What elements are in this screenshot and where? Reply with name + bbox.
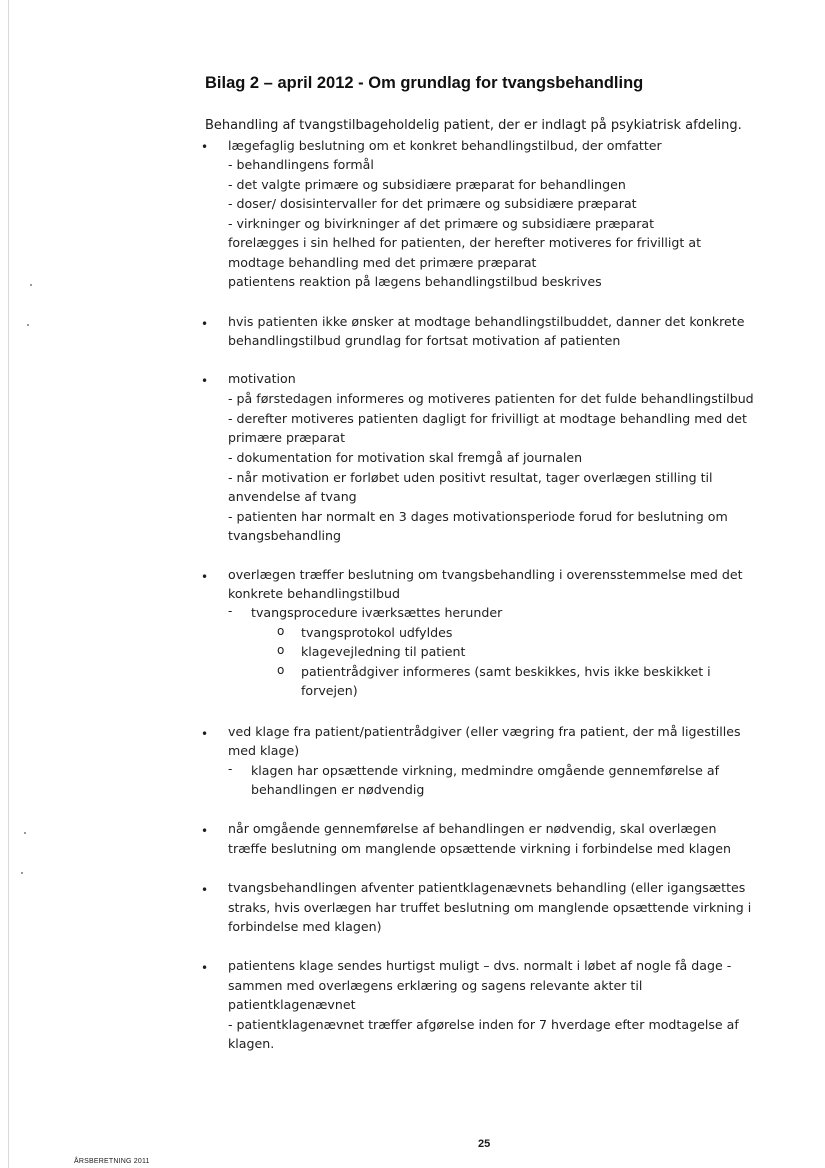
scan-speck — [30, 284, 32, 286]
section-7-line-2: straks, hvis overlægen har truffet beslutning om manglende opsættende virkning i — [228, 900, 752, 915]
bullet-icon: • — [201, 140, 209, 154]
intro-text: Behandling af tvangstilbageholdelig patient, der er indlagt på psykiatrisk afdeling. — [205, 118, 742, 133]
section-3-line-8: - patienten har normalt en 3 dages motivationsperiode forud for beslutning om — [228, 509, 728, 524]
scan-speck — [21, 872, 23, 874]
section-4-line-2: konkrete behandlingstilbud — [228, 586, 401, 601]
page-title: Bilag 2 – april 2012 - Om grundlag for tvangsbehandling — [205, 74, 644, 92]
section-3-line-4: primære præparat — [228, 430, 346, 445]
section-1-line-3: - det valgte primære og subsidiære præparat for behandlingen — [228, 177, 626, 192]
bullet-icon: • — [201, 317, 209, 331]
section-8-line-3: patientklagenævnet — [228, 997, 356, 1012]
section-8-line-5: klagen. — [228, 1036, 275, 1051]
bullet-icon: • — [201, 570, 209, 584]
section-3-line-7: anvendelse af tvang — [228, 489, 357, 504]
page-edge-line — [8, 0, 9, 1168]
scan-speck — [24, 832, 26, 834]
bullet-icon: • — [201, 727, 209, 741]
bullet-icon: • — [201, 961, 209, 975]
bullet-icon: • — [201, 374, 209, 388]
section-3-line-3: - derefter motiveres patienten dagligt for frivilligt at modtage behandling med det — [228, 411, 747, 426]
section-1-line-2: - behandlingens formål — [228, 157, 374, 172]
scan-speck — [27, 324, 29, 326]
section-3-line-5: - dokumentation for motivation skal fremgå af journalen — [228, 450, 583, 465]
section-1-line-6: forelægges i sin helhed for patienten, der herefter motiveres for frivilligt at — [228, 235, 702, 250]
dash-marker: - — [228, 762, 233, 776]
bullet-icon: • — [201, 883, 209, 897]
section-3-line-6: - når motivation er forløbet uden positivt resultat, tager overlægen stilling til — [228, 470, 713, 485]
section-4-sub-item: tvangsprocedure iværksættes herunder — [251, 605, 503, 620]
section-4-circle-item-2: klagevejledning til patient — [301, 644, 466, 659]
section-4-circle-item-1: tvangsprotokol udfyldes — [301, 625, 453, 640]
section-2-line-1: hvis patienten ikke ønsker at modtage behandlingstilbuddet, danner det konkrete — [228, 314, 745, 329]
section-1-line-8: patientens reaktion på lægens behandlingstilbud beskrives — [228, 274, 602, 289]
section-1-line-4: - doser/ dosisintervaller for det primære og subsidiære præparat — [228, 196, 637, 211]
section-4-line-1: overlægen træffer beslutning om tvangsbehandling i overensstemmelse med det — [228, 567, 743, 582]
section-1-line-7: modtage behandling med det primære præparat — [228, 255, 537, 270]
section-5-line-1: ved klage fra patient/patientrådgiver (eller vægring fra patient, der må ligestilles — [228, 724, 741, 739]
section-4-circle-item-3: patientrådgiver informeres (samt beskikkes, hvis ikke beskikket i — [301, 664, 711, 679]
section-1-line-5: - virkninger og bivirkninger af det primære og subsidiære præparat — [228, 216, 655, 231]
section-5-sub-line-1: klagen har opsættende virkning, medmindre omgående gennemførelse af — [251, 763, 720, 778]
section-8-line-4: - patientklagenævnet træffer afgørelse inden for 7 hverdage efter modtagelse af — [228, 1017, 739, 1032]
section-3-line-9: tvangsbehandling — [228, 528, 342, 543]
section-3-line-2: - på førstedagen informeres og motiveres patienten for det fulde behandlingstilbud — [228, 391, 754, 406]
footer-label: ÅRSBERETNING 2011 — [74, 1158, 150, 1165]
section-8-line-2: sammen med overlægens erklæring og sagens relevante akter til — [228, 978, 643, 993]
section-5-line-2: med klage) — [228, 743, 300, 758]
circle-bullet-icon: o — [277, 643, 285, 657]
page-number: 25 — [478, 1138, 491, 1150]
section-8-line-1: patientens klage sendes hurtigst muligt – dvs. normalt i løbet af nogle få dage - — [228, 958, 732, 973]
section-5-sub-line-2: behandlingen er nødvendig — [251, 782, 425, 797]
bullet-icon: • — [201, 824, 209, 838]
section-2-line-2: behandlingstilbud grundlag for fortsat motivation af patienten — [228, 333, 621, 348]
section-6-line-2: træffe beslutning om manglende opsættende virkning i forbindelse med klagen — [228, 841, 731, 856]
section-1-line-1: lægefaglig beslutning om et konkret behandlingstilbud, der omfatter — [228, 138, 662, 153]
circle-bullet-icon: o — [277, 624, 285, 638]
section-7-line-1: tvangsbehandlingen afventer patientklagenævnets behandling (eller igangsættes — [228, 880, 746, 895]
section-7-line-3: forbindelse med klagen) — [228, 919, 382, 934]
section-4-circle-item-3-cont: forvejen) — [301, 683, 358, 698]
section-3-line-1: motivation — [228, 371, 296, 386]
dash-marker: - — [228, 604, 233, 618]
circle-bullet-icon: o — [277, 663, 285, 677]
section-6-line-1: når omgående gennemførelse af behandlingen er nødvendig, skal overlægen — [228, 821, 717, 836]
